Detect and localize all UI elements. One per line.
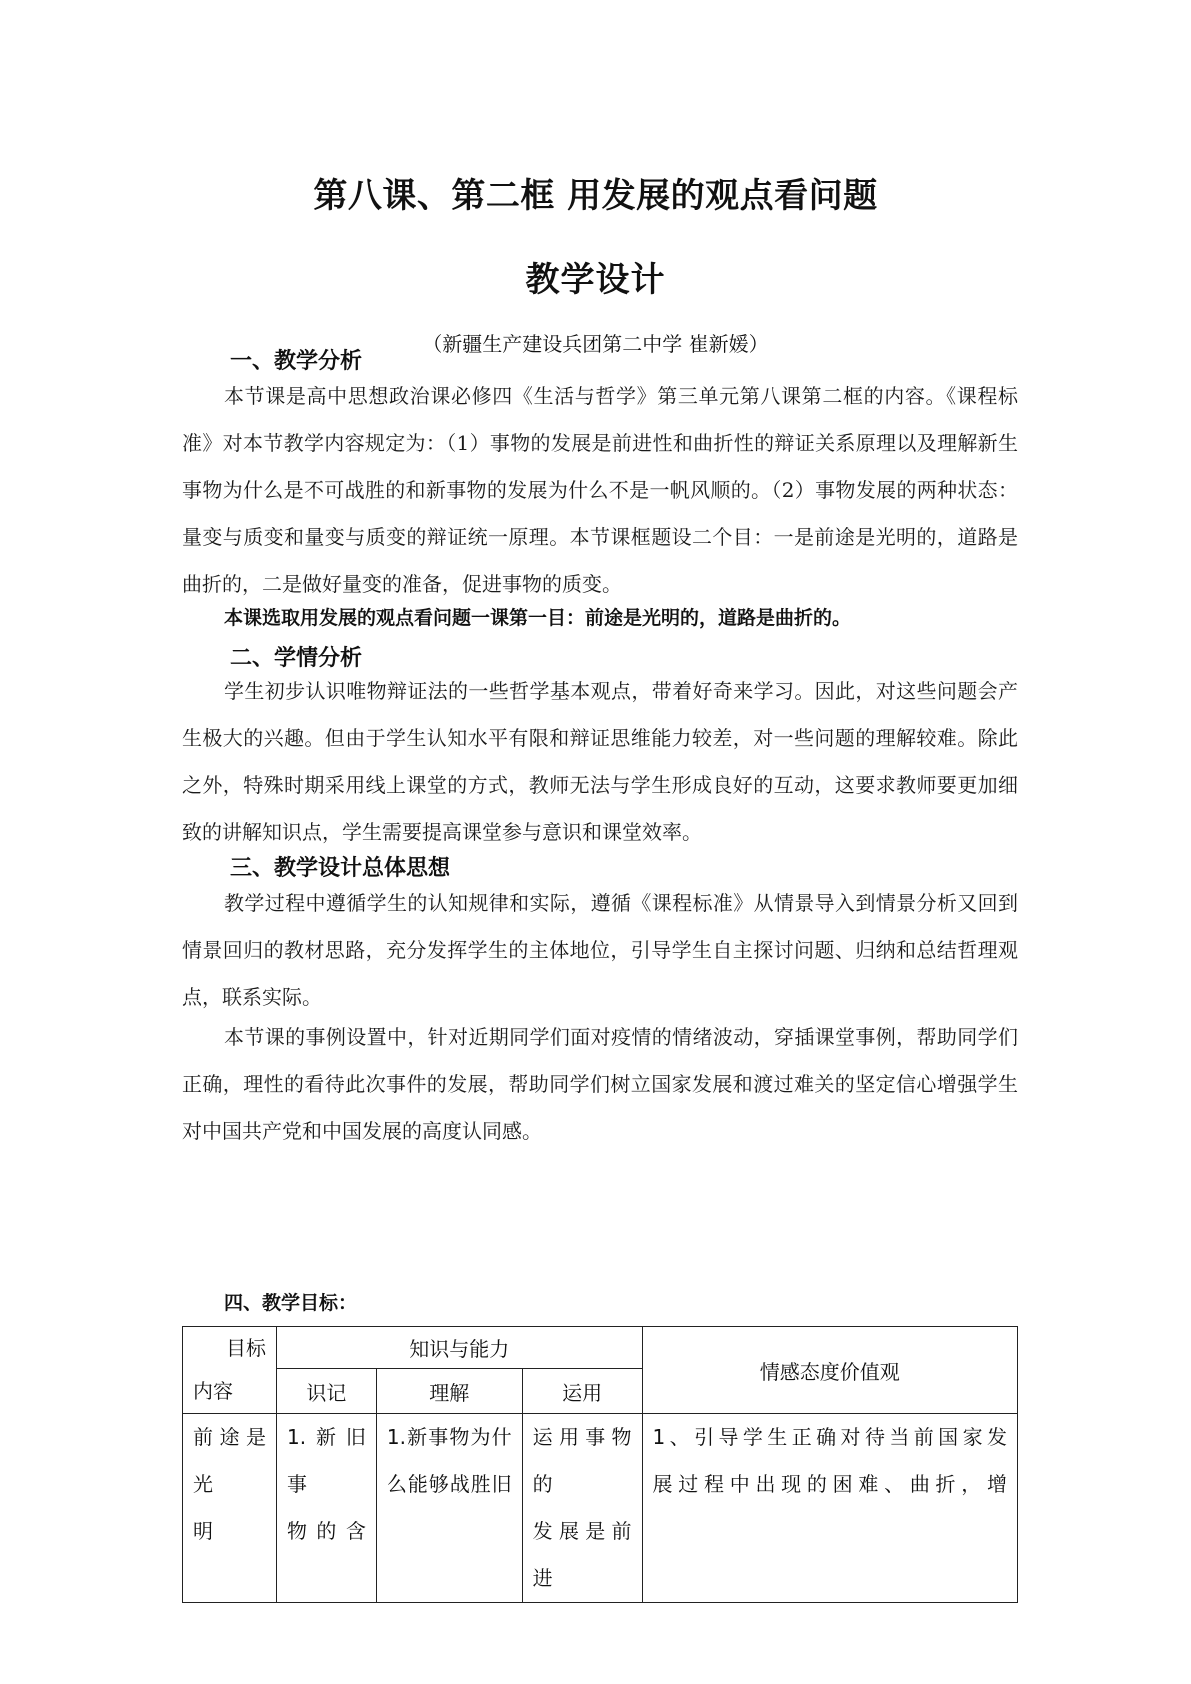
paragraph-design-idea-1: 教学过程中遵循学生的认知规律和实际，遵循《课程标准》从情景导入到情景分析又回到情景回归的教材思路，充分发挥学生的主体地位，引导学生自主探讨问题、归纳和总结哲理观点，联系实际。 [182,891,1018,1009]
row1-values-cell [642,1414,1017,1603]
document-title: 第八课、第二框 用发展的观点看问题 [313,176,878,216]
row1-values-line2: 展过程中出现的困难、曲折，增 [652,1472,1007,1496]
row1-apply-line1: 运用事物的 [532,1425,632,1496]
paragraph-teaching-analysis: 本节课是高中思想政治课必修四《生活与哲学》第三单元第八课第二框的内容。《课程标准》对本节教学内容规定为：（1）事物的发展是前进性和曲折性的辩证关系原理以及理解新生事物为什么是不可战胜的和新事物的发展为什么不是一帆风顺的。（2）事物发展的两种状态：量变与质变和量变与质变的辩证统一原理。本节课框题设二个目：一是前途是光明的，道路是曲折的，二是做好量变的准备，促进事物的质变。 [182,384,1018,596]
section-heading-objectives: 四、教学目标： [224,1292,358,1314]
bold-note-lesson-selection: 本课选取用发展的观点看问题一课第一目：前途是光明的，道路是曲折的。 [224,607,852,629]
row1-content-line2: 光 明 [193,1472,253,1543]
row1-recall-line1: 1.新旧事 [286,1425,366,1496]
paragraph-design-idea-2: 本节课的事例设置中，针对近期同学们面对疫情的情绪波动，穿插课堂事例，帮助同学们正确，理性的看待此次事件的发展，帮助同学们树立国家发展和渡过难关的坚定信心增强学生对中国共产党和中国发展的高度认同感。 [182,1025,1018,1143]
section-heading-design-idea: 三、教学设计总体思想 [230,856,451,881]
row1-understand-cell [376,1414,522,1603]
row1-recall-line2: 物的含 [286,1519,366,1543]
header-apply: 运用 [522,1369,642,1414]
header-values: 情感态度价值观 [642,1327,1017,1414]
row1-understand-line2: 么能够战胜旧 [386,1472,512,1496]
section-heading-teaching-analysis: 一、教学分析 [230,349,363,374]
objectives-table [182,1326,1018,1603]
corner-label-content: 内容 [193,1379,233,1403]
row1-apply-cell [522,1414,642,1603]
corner-label-goal: 目标 [225,1336,266,1360]
header-understand: 理解 [376,1369,522,1414]
document-subtitle: 教学设计 [525,260,666,300]
table-corner-cell [183,1327,277,1414]
row1-content-cell [183,1414,277,1603]
header-recall: 识记 [276,1369,376,1414]
row1-recall-cell [276,1414,376,1603]
row1-apply-line2: 发展是前进 [532,1519,632,1590]
row1-values-line1: 1、引导学生正确对待当前国家发 [652,1425,1007,1449]
document-author: （新疆生产建设兵团第二中学 崔新媛） [422,332,769,356]
row1-content-line1: 前途是 [193,1425,266,1449]
paragraph-student-analysis: 学生初步认识唯物辩证法的一些哲学基本观点，带着好奇来学习。因此，对这些问题会产生极大的兴趣。但由于学生认知水平有限和辩证思维能力较差，对一些问题的理解较难。除此之外，特殊时期采用线上课堂的方式，教师无法与学生形成良好的互动，这要求教师要更加细致的讲解知识点，学生需要提高课堂参与意识和课堂效率。 [182,679,1018,844]
header-knowledge-ability: 知识与能力 [276,1327,642,1369]
section-heading-student-analysis: 二、学情分析 [230,646,363,671]
row1-understand-line1: 1.新事物为什 [386,1425,512,1449]
